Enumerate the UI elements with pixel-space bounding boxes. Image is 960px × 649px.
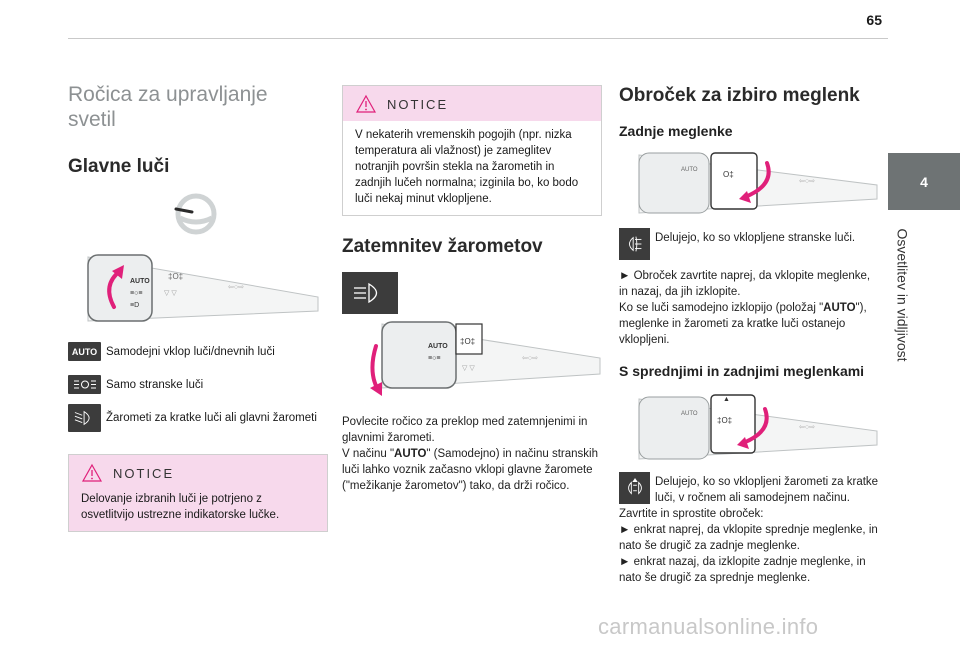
rear-fog-icon-text: Delujejo, ko so vklopljene stranske luči. [655,232,856,244]
svg-text:▲: ▲ [723,396,730,403]
front-rear-fog-icon-text: Delujejo, ko so vklopljeni žarometi za kratke luči, v ročnem ali samodejnem načinu. [655,476,879,504]
front-rear-fog-ring-illustration [619,391,881,467]
notice-text: Delovanje izbranih luči je potrjeno z osvetlitvijo ustrezne indikatorske lučke. [69,491,327,531]
svg-text:⇦○⇨: ⇦○⇨ [799,178,815,185]
svg-text:O‡: O‡ [723,170,734,179]
auto-badge-icon: AUTO [68,342,101,361]
rear-fog-instructions [619,268,881,348]
warning-triangle-icon [355,94,377,114]
svg-text:‡O‡: ‡O‡ [168,272,184,281]
svg-text:≡D: ≡D [130,302,140,309]
legend-text: Samo stranske luči [106,378,204,391]
lighting-stalk-illustration [68,249,328,329]
svg-text:⇦○⇨: ⇦○⇨ [522,355,538,362]
header-rule [68,38,888,39]
front-rear-fog-info [619,472,881,506]
svg-text:AUTO: AUTO [681,167,698,173]
dipped-beam-icon [68,404,101,432]
section-title-main-lights: Glavne luči [68,156,170,177]
legend-row-side-lights [68,375,328,394]
svg-text:▽ ▽: ▽ ▽ [164,290,177,297]
legend-text: Žarometi za kratke luči ali glavni žarometi [106,412,317,424]
notice-box-lamps [68,454,328,532]
legend-row-dipped [68,404,328,432]
steering-wheel-illustration [68,192,328,240]
main-beam-icon [342,272,398,314]
warning-triangle-icon [81,463,103,483]
rear-fog-info [619,228,881,260]
svg-text:⇦○⇨: ⇦○⇨ [228,284,244,291]
front-rear-fog-icon [619,472,650,504]
subsection-rear-fog: Zadnje meglenke [619,123,733,139]
notice-title: NOTICE [113,465,175,481]
notice-box-condensation [342,85,602,216]
instruction-line: ► enkrat naprej, da vklopite sprednje meglenke, in nato še drugič za zadnje meglenke. [619,524,878,552]
front-rear-fog-instructions [619,506,881,586]
svg-text:AUTO: AUTO [130,278,150,285]
rear-fog-icon [619,228,650,260]
watermark: carmanualsonline.info [598,614,819,639]
svg-text:AUTO: AUTO [681,411,698,417]
instruction-line: ► enkrat nazaj, da izklopite zadnje meglenke, in nato še drugič za sprednje meglenke. [619,556,866,584]
notice-text: V nekaterih vremenskih pogojih (npr. nizka temperatura ali vlažnost) je zameglitev notranjih površin stekla na žarometih in zadnjih lučeh normalna; izginila bo, ko bodo luči nekaj minut vklopljene. [343,121,601,215]
rear-fog-ring-illustration [619,149,881,219]
svg-text:‡O‡: ‡O‡ [460,337,476,346]
section-title-fog: Obroček za izbiro meglenk [619,85,860,106]
side-lights-icon [68,375,101,394]
svg-text:⇦○⇨: ⇦○⇨ [799,424,815,431]
legend-row-auto [68,342,328,361]
dimming-stalk-illustration [342,318,604,398]
notice-header [343,86,601,121]
svg-text:≡○≡: ≡○≡ [428,355,441,362]
subsection-front-rear-fog: S sprednjimi in zadnjimi meglenkami [619,363,865,379]
rear-fog-paragraph-2: Ko se luči samodejno izklopijo (položaj "AUTO"), meglenke in žarometi za kratke luči ostanejo vklopljeni. [619,302,867,346]
column-2 [342,85,604,494]
column-3 [619,85,881,586]
dimming-paragraph-1: Povlecite ročico za preklop med zatemnjenimi in glavnimi žarometi. [342,416,588,444]
chapter-tab[interactable]: 4 [888,153,960,210]
notice-title: NOTICE [387,96,449,112]
rear-fog-paragraph-1: ► Obroček zavrtite naprej, da vklopite meglenke, in nazaj, da jih izklopite. [619,270,871,298]
section-title-dimming: Zatemnitev žarometov [342,236,543,257]
svg-text:‡O‡: ‡O‡ [717,416,733,425]
dimming-description [342,414,604,494]
svg-text:≡○≡: ≡○≡ [130,290,143,297]
notice-header [69,455,327,491]
svg-text:▽ ▽: ▽ ▽ [462,365,475,372]
instruction-line: Zavrtite in sprostite obroček: [619,508,764,520]
legend-text: Samodejni vklop luči/dnevnih luči [106,345,275,358]
svg-text:AUTO: AUTO [428,343,448,350]
page-number: 65 [866,12,882,28]
page-title: Ročica za upravljanje svetil [68,83,268,131]
column-1 [68,80,328,532]
dimming-paragraph-2: V načinu "AUTO" (Samodejno) in načinu stranskih luči lahko voznik začasno vklopi glavne žaromete ("mežikanje žarometov") tako, da drži ročico. [342,448,598,492]
chapter-title: Osvetlitev in vidljivost [895,228,912,362]
